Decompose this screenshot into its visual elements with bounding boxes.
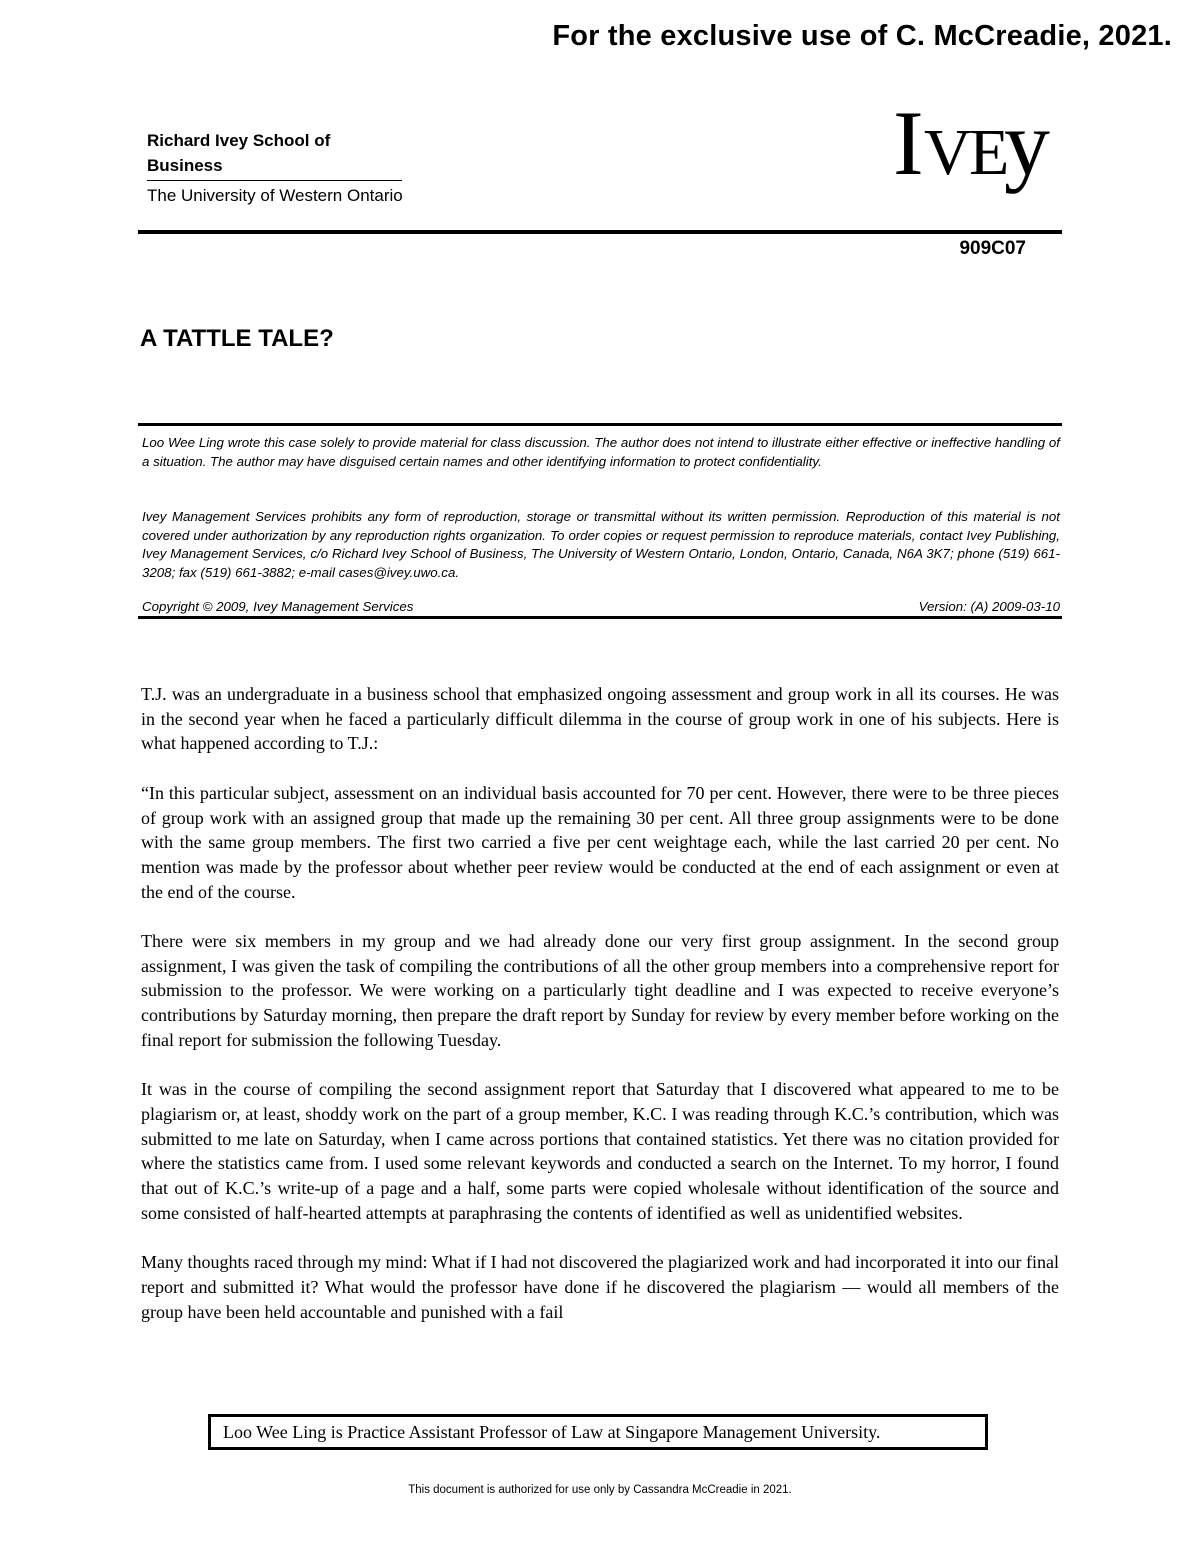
disclaimer-paragraph-2: Ivey Management Services prohibits any form of reproduction, storage or transmittal without its written permission. Reproduction of this material is not covered under authorization by any reproduction rights organization. To order copies or request permission to reproduce materials, contact Ivey Publishing, Ivey Management Services, c/o Richard Ivey School of Business, The University of Western Ontario, London, Ontario, Canada, N6A 3K7; phone (519) 661-3208; fax (519) 661-3882; e-mail cases@ivey.uwo.ca. [142, 509, 1060, 580]
disclaimer-paragraph-1: Loo Wee Ling wrote this case solely to provide material for class discussion. The author does not intend to illustrate either effective or ineffective handling of a situation. The author may have disguised certain names and other identifying information to protect confidentiality. [142, 435, 1060, 469]
school-name: Richard Ivey School of Business [147, 128, 402, 181]
university-name: The University of Western Ontario [147, 186, 403, 205]
body-paragraph-3: There were six members in my group and we had already done our very first group assignment. In the second group assignment, I was given the task of compiling the contributions of all the other group members into a comprehensive report for submission to the professor. We were working on a particularly tight deadline and I was expected to receive everyone’s contributions by Saturday morning, then prepare the draft report by Sunday for review by every member before working on the final report for submission the following Tuesday. [141, 931, 1059, 1050]
case-body [141, 682, 1059, 1349]
school-block [147, 128, 403, 208]
ivey-logo-letter-y: y [1004, 92, 1048, 194]
disclaimer-bottom-rule [138, 616, 1062, 619]
copyright-row [142, 599, 1060, 614]
ivey-logo [893, 92, 1063, 202]
copyright-notice: Copyright © 2009, Ivey Management Services [142, 599, 414, 614]
exclusive-use-notice: For the exclusive use of C. McCreadie, 2021. [552, 20, 1172, 52]
author-footnote: Loo Wee Ling is Practice Assistant Professor of Law at Singapore Management University. [208, 1414, 988, 1450]
authorization-notice: This document is authorized for use only by Cassandra McCreadie in 2021. [408, 1484, 792, 1496]
body-paragraph-4: It was in the course of compiling the second assignment report that Saturday that I discovered what appeared to me to be plagiarism or, at least, shoddy work on the part of a group member, K.C. I was reading through K.C.’s contribution, which was submitted to me late on Saturday, when I came across portions that contained statistics. Yet there was no citation provided for where the statistics came from. I used some relevant keywords and conducted a search on the Internet. To my horror, I found that out of K.C.’s write-up of a page and a half, some parts were copied wholesale without identification of the source and some consisted of half-hearted attempts at paraphrasing the contents of identified as well as unidentified websites. [141, 1079, 1059, 1223]
body-paragraph-1: T.J. was an undergraduate in a business school that emphasized ongoing assessment and group work in all its courses. He was in the second year when he faced a particularly difficult dilemma in the course of group work in one of his subjects. Here is what happened according to T.J.: [141, 684, 1059, 754]
ivey-logo-letter-e: E [969, 116, 1008, 189]
ivey-logo-letter-i: I [893, 92, 922, 194]
case-title: A TATTLE TALE? [140, 325, 334, 352]
body-paragraph-2: “In this particular subject, assessment on an individual basis accounted for 70 per cent. However, there were to be three pieces of group work with an assigned group that made up the remaining 30 per cent. All three group assignments were to be done with the same group members. The first two carried a five per cent weightage each, while the last carried 20 per cent. No mention was made by the professor about whether peer review would be conducted at the end of each assignment or even at the end of the course. [141, 782, 1059, 902]
case-number: 909C07 [959, 238, 1026, 259]
disclaimer-top-rule [138, 423, 1062, 426]
body-paragraph-5: Many thoughts raced through my mind: What if I had not discovered the plagiarized work and had incorporated it into our final report and submitted it? What would the professor have done if he discovered the plagiarism — would all members of the group have been held accountable and punished with a fail [141, 1252, 1059, 1322]
version-label: Version: (A) 2009-03-10 [918, 599, 1060, 614]
header-rule [138, 230, 1062, 234]
ivey-logo-letter-v: V [924, 116, 970, 189]
ivey-logo-mark [893, 92, 1063, 202]
